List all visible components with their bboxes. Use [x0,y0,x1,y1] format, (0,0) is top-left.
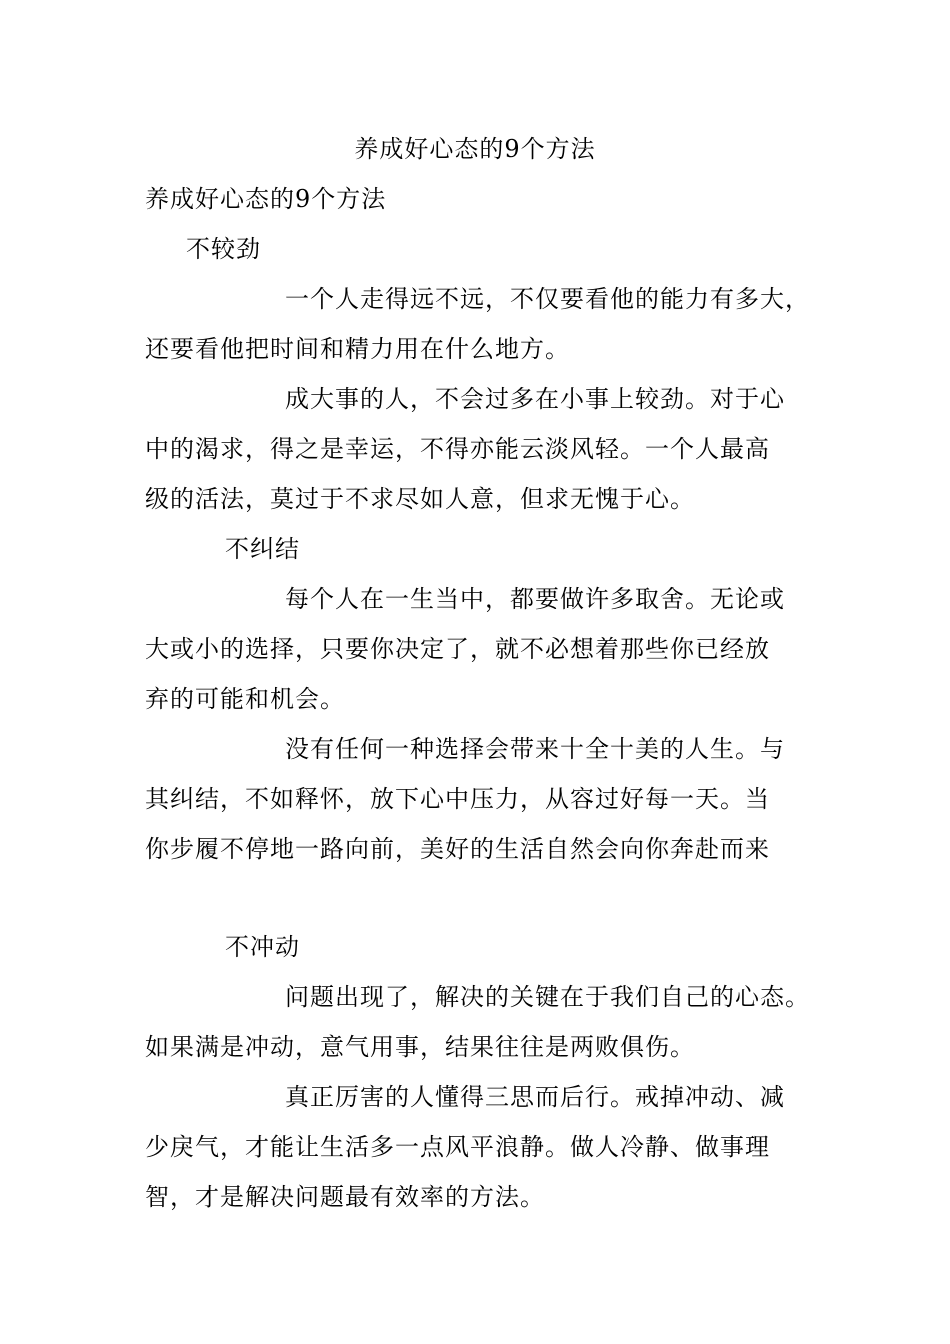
paragraph-line: 智，才是解决问题最有效率的方法。 [145,1183,545,1211]
document-subtitle: 养成好心态的9个方法 [145,185,387,213]
paragraph-line: 每个人在一生当中，都要做许多取舍。无论或 [285,585,785,613]
paragraph-line: 其纠结，不如释怀，放下心中压力，从容过好每一天。当 [145,785,770,813]
section-heading: 不纠结 [225,535,300,563]
paragraph-line: 没有任何一种选择会带来十全十美的人生。与 [285,735,785,763]
paragraph-line: 大或小的选择，只要你决定了，就不必想着那些你已经放 [145,635,770,663]
paragraph-line: 成大事的人，不会过多在小事上较劲。对于心 [285,385,785,413]
section-heading: 不较劲 [186,235,261,263]
paragraph-line: 弃的可能和机会。 [145,685,345,713]
paragraph-line: 问题出现了，解决的关键在于我们自己的心态。 [285,983,810,1011]
paragraph-line: 真正厉害的人懂得三思而后行。戒掉冲动、减 [285,1083,785,1111]
section-heading: 不冲动 [225,933,300,961]
paragraph-line: 还要看他把时间和精力用在什么地方。 [145,335,570,363]
document-title: 养成好心态的9个方法 [354,135,596,163]
paragraph-line: 一个人走得远不远，不仅要看他的能力有多大， [285,285,810,313]
paragraph-line: 如果满是冲动，意气用事，结果往往是两败俱伤。 [145,1033,695,1061]
paragraph-line: 中的渴求，得之是幸运，不得亦能云淡风轻。一个人最高 [145,435,770,463]
paragraph-line: 少戾气，才能让生活多一点风平浪静。做人冷静、做事理 [145,1133,770,1161]
paragraph-line: 你步履不停地一路向前，美好的生活自然会向你奔赴而来 [145,835,770,863]
paragraph-line: 级的活法，莫过于不求尽如人意，但求无愧于心。 [145,485,695,513]
